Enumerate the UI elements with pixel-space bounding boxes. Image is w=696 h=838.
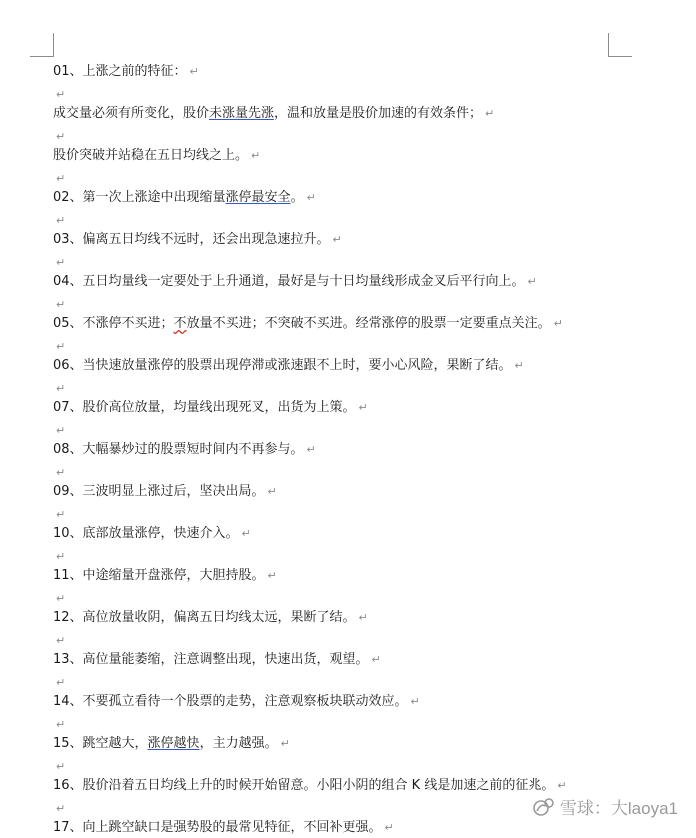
paragraph <box>53 481 673 502</box>
paragraph <box>53 187 673 208</box>
paragraph-text: 06、当快速放量涨停的股票出现停滞或涨速跟不上时，要小心风险，果断了结。 <box>53 358 512 373</box>
paragraph-mark-icon: ↵ <box>527 275 537 288</box>
empty-paragraph <box>53 292 673 313</box>
paragraph-text: 放量不买进；不突破不买进。经常涨停的股票一定要重点关注。 <box>186 316 551 331</box>
paragraph-mark-icon: ↵ <box>56 802 66 815</box>
paragraph-mark-icon: ↵ <box>280 737 290 750</box>
paragraph-text: 股价突破并站稳在五日均线之上。 <box>53 148 249 163</box>
paragraph-text: 13、高位量能萎缩，注意调整出现，快速出货，观望。 <box>53 652 369 667</box>
paragraph-mark-icon: ↵ <box>410 695 420 708</box>
paragraph-mark-icon: ↵ <box>56 298 66 311</box>
paragraph-text: 11、中途缩量开盘涨停，大胆持股。 <box>53 568 265 583</box>
paragraph <box>53 103 673 124</box>
paragraph <box>53 397 673 418</box>
paragraph-mark-icon: ↵ <box>485 107 495 120</box>
paragraph-mark-icon: ↵ <box>56 466 66 479</box>
paragraph-text: 16、股价沿着五日均线上升的时候开始留意。小阳小阴的组合 K 线是加速之前的征兆。 <box>53 778 555 793</box>
crop-mark-right-vertical <box>608 33 609 57</box>
paragraph-mark-icon: ↵ <box>56 256 66 269</box>
paragraph-text: 成交量必须有所变化，股价 <box>53 106 210 121</box>
paragraph-mark-icon: ↵ <box>267 485 277 498</box>
empty-paragraph <box>53 82 673 103</box>
paragraph-mark-icon: ↵ <box>384 821 394 834</box>
paragraph-text: ，主力越强。 <box>199 736 278 751</box>
empty-paragraph <box>53 712 673 733</box>
paragraph-text: 14、不要孤立看待一个股票的走势，注意观察板块联动效应。 <box>53 694 408 709</box>
paragraph-text: 07、股价高位放量，均量线出现死叉，出货为上策。 <box>53 400 356 415</box>
empty-paragraph <box>53 754 673 775</box>
empty-paragraph <box>53 208 673 229</box>
paragraph-mark-icon: ↵ <box>306 443 316 456</box>
paragraph-mark-icon: ↵ <box>267 569 277 582</box>
snowball-logo-icon <box>532 797 556 817</box>
paragraph-mark-icon: ↵ <box>514 359 524 372</box>
paragraph-text: 04、五日均量线一定要处于上升通道，最好是与十日均量线形成金叉后平行向上。 <box>53 274 525 289</box>
empty-paragraph <box>53 250 673 271</box>
empty-paragraph <box>53 670 673 691</box>
empty-paragraph <box>53 334 673 355</box>
crop-mark-left-vertical <box>53 33 54 57</box>
paragraph-mark-icon: ↵ <box>371 653 381 666</box>
empty-paragraph <box>53 124 673 145</box>
paragraph <box>53 733 673 754</box>
paragraph-text: 09、三波明显上涨过后，坚决出局。 <box>53 484 265 499</box>
crop-mark-left-horizontal <box>30 56 54 57</box>
paragraph <box>53 817 673 838</box>
paragraph-text: 02、第一次上涨途中出现缩量 <box>53 190 226 205</box>
paragraph <box>53 649 673 670</box>
empty-paragraph <box>53 166 673 187</box>
paragraph <box>53 355 673 376</box>
paragraph-text: 12、高位放量收阴，偏离五日均线太远，果断了结。 <box>53 610 356 625</box>
paragraph-mark-icon: ↵ <box>553 317 563 330</box>
paragraph-mark-icon: ↵ <box>56 130 66 143</box>
empty-paragraph <box>53 418 673 439</box>
paragraph-mark-icon: ↵ <box>56 760 66 773</box>
paragraph-text: 15、跳空越大， <box>53 736 148 751</box>
paragraph-text: 01、上涨之前的特征： <box>53 64 187 79</box>
paragraph <box>53 229 673 250</box>
paragraph-mark-icon: ↵ <box>251 149 261 162</box>
paragraph <box>53 691 673 712</box>
paragraph <box>53 439 673 460</box>
paragraph-mark-icon: ↵ <box>56 634 66 647</box>
underlined-text: 涨停最安全 <box>225 190 291 205</box>
paragraph-text: 08、大幅暴炒过的股票短时间内不再参与。 <box>53 442 304 457</box>
empty-paragraph <box>53 544 673 565</box>
underlined-text: 未涨量先涨 <box>209 106 275 121</box>
paragraph-text: 。 <box>290 190 304 205</box>
paragraph-mark-icon: ↵ <box>56 592 66 605</box>
paragraph-mark-icon: ↵ <box>332 233 342 246</box>
empty-paragraph <box>53 502 673 523</box>
empty-paragraph <box>53 628 673 649</box>
paragraph-mark-icon: ↵ <box>557 779 567 792</box>
paragraph-text: ，温和放量是股价加速的有效条件； <box>274 106 483 121</box>
empty-paragraph <box>53 460 673 481</box>
paragraph-mark-icon: ↵ <box>56 424 66 437</box>
spellcheck-text: 不 <box>173 316 187 331</box>
paragraph-mark-icon: ↵ <box>56 550 66 563</box>
paragraph <box>53 145 673 166</box>
watermark <box>532 794 678 819</box>
paragraph <box>53 271 673 292</box>
paragraph <box>53 313 673 334</box>
watermark-text: 雪球：大laoya1 <box>559 799 678 818</box>
paragraph <box>53 523 673 544</box>
paragraph <box>53 607 673 628</box>
paragraph <box>53 565 673 586</box>
empty-paragraph <box>53 586 673 607</box>
paragraph-mark-icon: ↵ <box>56 718 66 731</box>
paragraph-mark-icon: ↵ <box>56 88 66 101</box>
paragraph-text: 05、不涨停不买进； <box>53 316 174 331</box>
paragraph-mark-icon: ↵ <box>241 527 251 540</box>
paragraph-text: 03、偏离五日均线不远时，还会出现急速拉升。 <box>53 232 330 247</box>
paragraph-mark-icon: ↵ <box>56 214 66 227</box>
paragraph-mark-icon: ↵ <box>56 676 66 689</box>
paragraph-mark-icon: ↵ <box>56 172 66 185</box>
paragraph-mark-icon: ↵ <box>358 401 368 414</box>
crop-mark-right-horizontal <box>608 56 632 57</box>
empty-paragraph <box>53 376 673 397</box>
paragraph-mark-icon: ↵ <box>56 340 66 353</box>
paragraph-mark-icon: ↵ <box>56 382 66 395</box>
paragraph-mark-icon: ↵ <box>189 65 199 78</box>
paragraph-mark-icon: ↵ <box>306 191 316 204</box>
paragraph-mark-icon: ↵ <box>56 508 66 521</box>
paragraph <box>53 775 673 796</box>
paragraph <box>53 61 673 82</box>
paragraph-mark-icon: ↵ <box>358 611 368 624</box>
underlined-text: 涨停越快 <box>147 736 200 751</box>
document-body[interactable] <box>53 61 673 838</box>
paragraph-text: 17、向上跳空缺口是强势股的最常见特征，不回补更强。 <box>53 820 382 835</box>
paragraph-text: 10、底部放量涨停，快速介入。 <box>53 526 239 541</box>
